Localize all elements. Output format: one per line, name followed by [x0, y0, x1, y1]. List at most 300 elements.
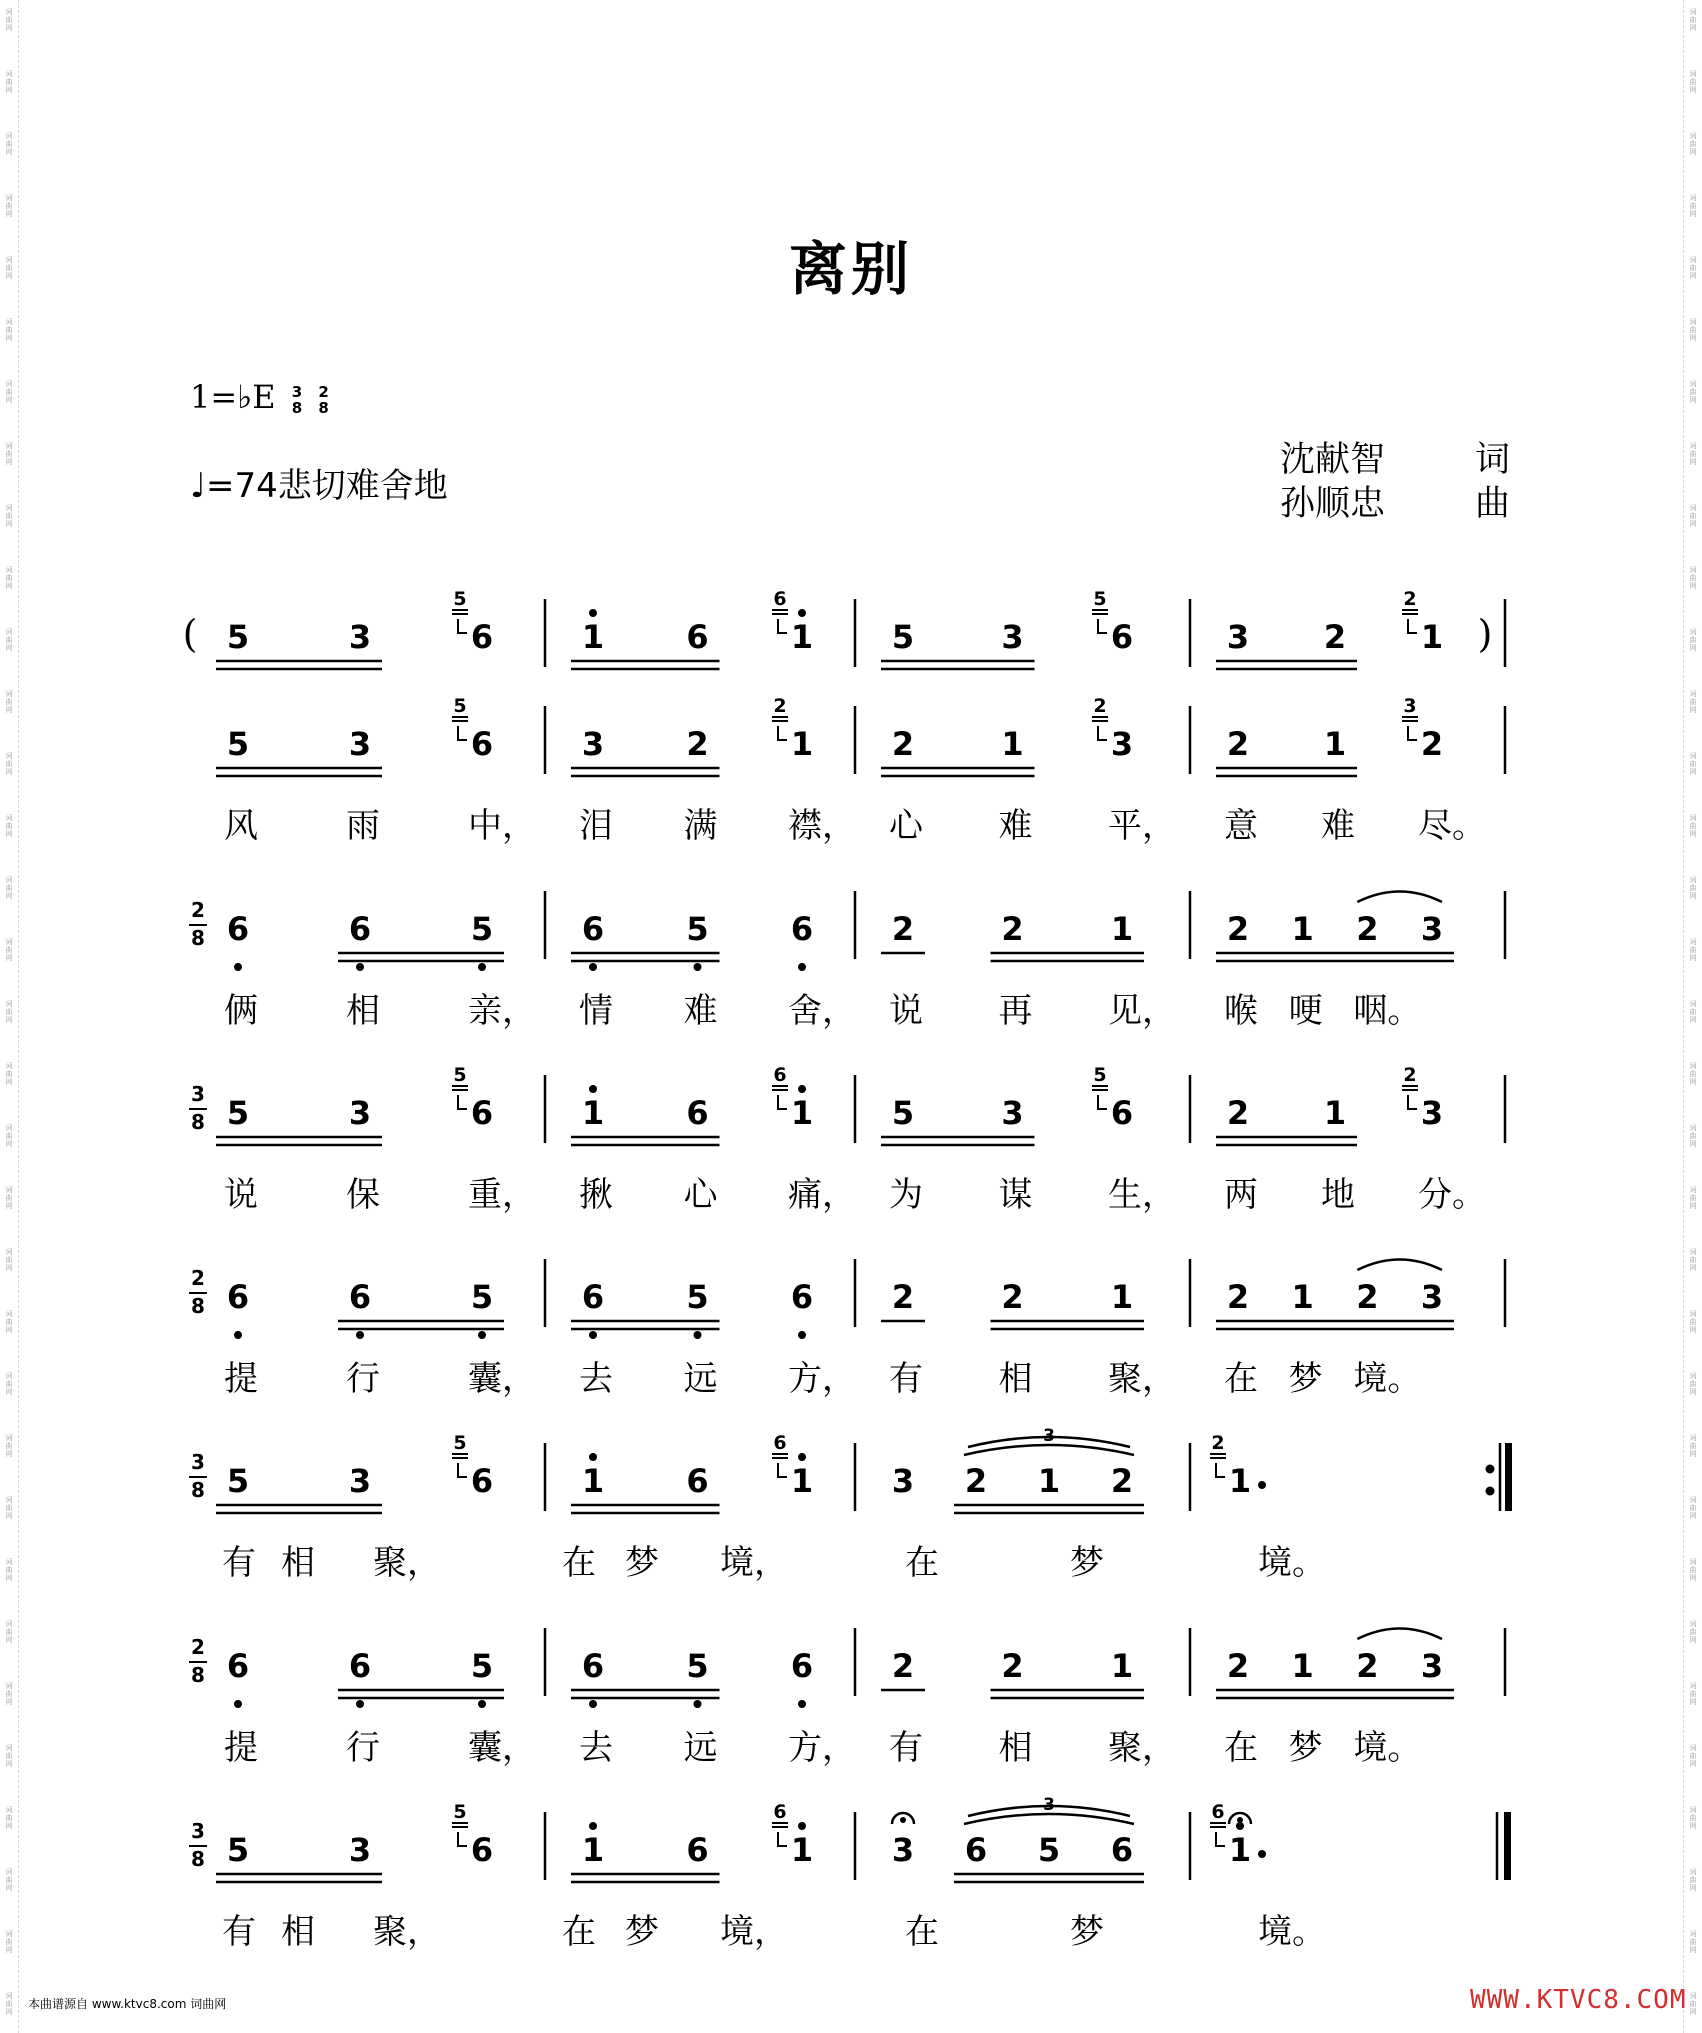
note-1: 1	[1037, 1462, 1061, 1500]
augmentation-dot	[1258, 1481, 1266, 1489]
fermata-dot	[1237, 1817, 1243, 1823]
lyric-char: 满	[683, 806, 718, 846]
note-6: 6	[964, 1831, 988, 1869]
grace-hook	[458, 1095, 467, 1109]
grace-note: 6	[773, 1801, 787, 1823]
lyric-char: 见，	[1108, 991, 1176, 1031]
grace-hook	[778, 1832, 787, 1846]
note-3: 3	[348, 1094, 372, 1132]
song-title: 离别	[788, 235, 913, 303]
lyric-char: 再	[998, 991, 1033, 1031]
meter-3-8: 3 8	[291, 382, 303, 417]
low-octave-dot	[589, 963, 597, 971]
high-octave-dot	[589, 1085, 597, 1093]
row-meter-top: 2	[191, 1266, 205, 1290]
side-watermark-text: 词 曲 网	[5, 1310, 13, 1334]
note-5: 5	[470, 1278, 494, 1316]
side-watermark-text: 词 曲 网	[5, 1868, 13, 1892]
footer-watermark: WWW.KTVC8.COM	[1470, 1985, 1687, 2015]
note-6: 6	[226, 910, 250, 948]
note-1: 1	[1291, 910, 1314, 948]
lyric-char: 相	[346, 991, 380, 1031]
low-octave-dot	[234, 1331, 242, 1339]
lyric-char: 舍，	[788, 991, 856, 1031]
row-meter-bottom: 8	[191, 1110, 205, 1134]
grace-hook	[1408, 1095, 1417, 1109]
note-5: 5	[470, 1647, 494, 1685]
side-watermark-text: 词 曲 网	[1689, 628, 1697, 652]
note-2: 2	[891, 910, 915, 948]
note-5: 5	[226, 1831, 250, 1869]
note-1: 1	[1228, 1831, 1252, 1869]
side-watermark-text: 词 曲 网	[1689, 938, 1697, 962]
lyric-char: 囊，	[468, 1359, 536, 1399]
meter-2-8: 2 8	[318, 382, 329, 417]
side-watermark-text: 词 曲 网	[5, 380, 13, 404]
lyric-char: 重，	[468, 1175, 536, 1215]
lyric-char: 地	[1321, 1175, 1355, 1215]
note-2: 2	[891, 1647, 915, 1685]
side-watermark-text: 词 曲 网	[1689, 1372, 1697, 1396]
lyric-char: 梦	[1288, 1359, 1323, 1399]
note-6: 6	[581, 910, 605, 948]
side-watermark-text: 词 曲 网	[1689, 1868, 1697, 1892]
lyric-char: 去	[579, 1728, 613, 1768]
side-watermark-text: 词 曲 网	[1689, 132, 1697, 156]
lyric-char: 梦	[625, 1543, 659, 1583]
grace-hook	[1098, 726, 1107, 740]
note-5: 5	[226, 1094, 250, 1132]
note-3: 3	[1420, 1094, 1444, 1132]
side-watermark-text: 词 曲 网	[1689, 318, 1697, 342]
lyricist-role: 词	[1474, 440, 1510, 480]
side-watermark-text: 词 曲 网	[5, 566, 13, 590]
lyric-char: 聚，	[373, 1543, 441, 1583]
grace-note: 6	[773, 1432, 787, 1454]
grace-hook	[458, 726, 467, 740]
note-1: 1	[1110, 1647, 1134, 1685]
note-5: 5	[226, 1462, 250, 1500]
grace-hook	[778, 1463, 787, 1477]
note-3: 3	[1420, 1278, 1444, 1316]
lyric-char: 咽。	[1353, 991, 1422, 1031]
note-6: 6	[790, 910, 814, 948]
note-1: 1	[1110, 1278, 1134, 1316]
slur	[1357, 1629, 1442, 1640]
note-1: 1	[1228, 1462, 1252, 1500]
note-3: 3	[1110, 725, 1134, 763]
triplet-label: 3	[1043, 1426, 1055, 1446]
side-watermark-text: 词 曲 网	[5, 70, 13, 94]
side-watermark-text: 词 曲 网	[1689, 256, 1697, 280]
tempo-marking: ♩=74悲切难舍地	[190, 466, 448, 506]
row-meter-bottom: 8	[191, 1294, 205, 1318]
note-6: 6	[581, 1278, 605, 1316]
note-6: 6	[581, 1647, 605, 1685]
note-6: 6	[790, 1647, 814, 1685]
lyric-char: 聚，	[373, 1912, 441, 1952]
note-6: 6	[1110, 1831, 1134, 1869]
side-watermark-text: 词 曲 网	[5, 194, 13, 218]
side-watermark-text: 词 曲 网	[1689, 1000, 1697, 1024]
note-1: 1	[1291, 1647, 1314, 1685]
high-octave-dot	[589, 1822, 597, 1830]
note-6: 6	[226, 1278, 250, 1316]
side-watermark-text: 词 曲 网	[5, 1186, 13, 1210]
low-octave-dot	[798, 963, 806, 971]
lyric-char: 梦	[1070, 1543, 1104, 1583]
side-watermark-text: 词 曲 网	[5, 1248, 13, 1272]
side-watermark-text: 词 曲 网	[1689, 380, 1697, 404]
side-watermark-text: 词 曲 网	[5, 1000, 13, 1024]
augmentation-dot	[1258, 1850, 1266, 1858]
note-3: 3	[1001, 618, 1024, 656]
note-1: 1	[790, 1094, 814, 1132]
note-5: 5	[470, 910, 494, 948]
side-watermark-text: 词 曲 网	[5, 318, 13, 342]
lyric-char: 揪	[579, 1175, 613, 1215]
lyric-char: 梦	[1070, 1912, 1104, 1952]
lyric-char: 分。	[1418, 1175, 1486, 1215]
grace-note: 5	[453, 1432, 467, 1454]
lyric-char: 行	[346, 1359, 380, 1399]
lyric-char: 提	[224, 1728, 258, 1768]
composer-role: 曲	[1474, 484, 1510, 524]
row-meter-top: 3	[191, 1819, 205, 1843]
lyric-char: 有	[222, 1543, 256, 1583]
low-octave-dot	[478, 1331, 486, 1339]
side-watermark-text: 词 曲 网	[1689, 814, 1697, 838]
side-watermark-text: 词 曲 网	[1689, 752, 1697, 776]
note-1: 1	[1323, 725, 1347, 763]
note-1: 1	[790, 618, 814, 656]
lyric-char: 为	[889, 1175, 923, 1215]
lyric-char: 有	[889, 1359, 923, 1399]
lyric-char: 说	[224, 1175, 258, 1215]
high-octave-dot	[798, 1822, 806, 1830]
note-3: 3	[348, 1831, 372, 1869]
side-watermark-text: 词 曲 网	[1689, 1062, 1697, 1086]
grace-hook	[778, 726, 787, 740]
note-6: 6	[686, 1831, 709, 1869]
note-6: 6	[1110, 618, 1134, 656]
lyric-char: 相	[998, 1359, 1033, 1399]
grace-note: 6	[773, 588, 787, 610]
side-watermark-text: 词 曲 网	[1689, 504, 1697, 528]
lyric-char: 风	[224, 806, 258, 846]
lyric-char: 谋	[998, 1175, 1033, 1215]
note-3: 3	[1420, 1647, 1444, 1685]
note-1: 1	[790, 725, 814, 763]
side-watermark-text: 词 曲 网	[1689, 1558, 1697, 1582]
lyric-char: 在	[562, 1543, 596, 1583]
lyric-char: 在	[562, 1912, 596, 1952]
grace-hook	[1408, 726, 1417, 740]
note-2: 2	[1356, 1278, 1379, 1316]
lyric-char: 聚，	[1108, 1359, 1176, 1399]
note-1: 1	[581, 1094, 605, 1132]
note-6: 6	[470, 1831, 494, 1869]
grace-note: 6	[773, 1064, 787, 1086]
low-octave-dot	[356, 963, 364, 971]
low-octave-dot	[798, 1700, 806, 1708]
note-6: 6	[686, 1094, 709, 1132]
note-2: 2	[964, 1462, 988, 1500]
grace-hook	[1216, 1463, 1225, 1477]
note-1: 1	[1323, 1094, 1347, 1132]
lyric-char: 在	[1224, 1728, 1258, 1768]
note-6: 6	[470, 725, 494, 763]
grace-hook	[458, 1463, 467, 1477]
side-watermark-text: 词 曲 网	[1689, 1186, 1697, 1210]
side-watermark-text: 词 曲 网	[5, 1806, 13, 1830]
grace-note: 5	[453, 1801, 467, 1823]
high-octave-dot	[589, 1453, 597, 1461]
lyric-char: 情	[579, 991, 613, 1031]
open-paren: (	[182, 612, 198, 656]
grace-note: 2	[1093, 695, 1107, 717]
side-watermark-text: 词 曲 网	[5, 1744, 13, 1768]
lyric-char: 心	[683, 1175, 718, 1215]
lyric-char: 在	[905, 1543, 939, 1583]
side-watermark-text: 词 曲 网	[5, 1620, 13, 1644]
note-5: 5	[226, 618, 250, 656]
row-meter-top: 3	[191, 1450, 205, 1474]
lyric-char: 泪	[579, 806, 613, 846]
note-1: 1	[581, 1831, 605, 1869]
note-5: 5	[891, 1094, 915, 1132]
side-watermark-text: 词 曲 网	[5, 442, 13, 466]
barline-thick	[1505, 1443, 1512, 1511]
lyric-char: 两	[1224, 1175, 1258, 1215]
side-watermark-text: 词 曲 网	[5, 628, 13, 652]
lyric-char: 方，	[788, 1728, 856, 1768]
side-watermark-text: 词 曲 网	[1689, 1434, 1697, 1458]
side-watermark-text: 词 曲 网	[5, 690, 13, 714]
note-6: 6	[790, 1278, 814, 1316]
low-octave-dot	[694, 1700, 702, 1708]
side-watermark-text: 词 曲 网	[1689, 1496, 1697, 1520]
side-watermark-text: 词 曲 网	[1689, 1992, 1697, 2016]
lyricist-name: 沈献智	[1280, 440, 1386, 480]
lyric-char: 难	[998, 806, 1033, 846]
side-watermark-text: 词 曲 网	[5, 1496, 13, 1520]
footer-source: 本曲谱源自 www.ktvc8.com 词曲网	[28, 1997, 227, 2011]
side-watermark-text: 词 曲 网	[1689, 1124, 1697, 1148]
lyric-char: 难	[1321, 806, 1355, 846]
grace-note: 2	[1403, 588, 1417, 610]
side-watermark-text: 词 曲 网	[1689, 1682, 1697, 1706]
lyric-char: 远	[683, 1359, 718, 1399]
row-meter-bottom: 8	[191, 926, 205, 950]
note-6: 6	[348, 1647, 372, 1685]
high-octave-dot	[1236, 1822, 1244, 1830]
note-5: 5	[891, 618, 915, 656]
note-1: 1	[790, 1462, 814, 1500]
note-2: 2	[1226, 1094, 1250, 1132]
grace-hook	[1098, 1095, 1107, 1109]
lyric-char: 有	[889, 1728, 923, 1768]
repeat-dot	[1486, 1487, 1495, 1496]
grace-hook	[1098, 619, 1107, 633]
lyric-char: 相	[281, 1912, 315, 1952]
lyric-char: 心	[889, 806, 923, 846]
row-meter-bottom: 8	[191, 1478, 205, 1502]
lyric-char: 保	[346, 1175, 380, 1215]
lyric-char: 说	[889, 991, 923, 1031]
lyric-char: 境。	[1258, 1912, 1326, 1952]
note-3: 3	[348, 725, 372, 763]
note-2: 2	[1226, 1278, 1250, 1316]
note-2: 2	[1001, 1647, 1024, 1685]
side-watermark-text: 词 曲 网	[5, 1062, 13, 1086]
note-2: 2	[1110, 1462, 1134, 1500]
grace-hook	[1408, 619, 1417, 633]
side-watermark-text: 词 曲 网	[1689, 876, 1697, 900]
slur	[1357, 892, 1442, 903]
lyric-char: 平，	[1108, 806, 1176, 846]
grace-note: 2	[773, 695, 787, 717]
low-octave-dot	[356, 1700, 364, 1708]
high-octave-dot	[798, 1085, 806, 1093]
side-watermark-text: 词 曲 网	[5, 1434, 13, 1458]
lyric-char: 有	[222, 1912, 256, 1952]
note-5: 5	[226, 725, 250, 763]
note-6: 6	[1110, 1094, 1134, 1132]
note-2: 2	[1323, 618, 1347, 656]
side-watermark-text: 词 曲 网	[5, 1682, 13, 1706]
side-watermark-text: 词 曲 网	[1689, 8, 1697, 32]
note-1: 1	[1420, 618, 1444, 656]
low-octave-dot	[798, 1331, 806, 1339]
note-3: 3	[891, 1462, 915, 1500]
lyric-char: 相	[281, 1543, 315, 1583]
lyric-char: 襟，	[788, 806, 856, 846]
note-2: 2	[1226, 910, 1250, 948]
lyric-char: 梦	[625, 1912, 659, 1952]
lyric-char: 聚，	[1108, 1728, 1176, 1768]
side-watermark-text: 词 曲 网	[5, 876, 13, 900]
low-octave-dot	[478, 963, 486, 971]
side-watermark-text: 词 曲 网	[1689, 70, 1697, 94]
close-paren: )	[1477, 612, 1493, 656]
lyric-char: 尽。	[1418, 806, 1486, 846]
note-1: 1	[1291, 1278, 1314, 1316]
note-2: 2	[1226, 1647, 1250, 1685]
side-watermark-text: 词 曲 网	[5, 132, 13, 156]
triplet-label: 3	[1043, 1795, 1055, 1815]
row-meter-top: 3	[191, 1082, 205, 1106]
side-watermark-text: 词 曲 网	[5, 1992, 13, 2016]
low-octave-dot	[356, 1331, 364, 1339]
high-octave-dot	[589, 609, 597, 617]
lyric-char: 中，	[468, 806, 536, 846]
note-5: 5	[686, 910, 709, 948]
note-2: 2	[1226, 725, 1250, 763]
note-6: 6	[348, 910, 372, 948]
lyric-char: 意	[1224, 806, 1258, 846]
lyric-char: 方，	[788, 1359, 856, 1399]
grace-note: 5	[1093, 1064, 1107, 1086]
note-6: 6	[470, 618, 494, 656]
note-1: 1	[1110, 910, 1134, 948]
low-octave-dot	[234, 1700, 242, 1708]
lyric-char: 难	[683, 991, 718, 1031]
high-octave-dot	[798, 609, 806, 617]
lyric-char: 痛，	[788, 1175, 856, 1215]
note-2: 2	[1356, 910, 1379, 948]
note-3: 3	[891, 1831, 915, 1869]
row-meter-bottom: 8	[191, 1847, 205, 1871]
low-octave-dot	[589, 1331, 597, 1339]
note-2: 2	[891, 1278, 915, 1316]
barline-thick	[1504, 1812, 1511, 1880]
note-1: 1	[1001, 725, 1024, 763]
low-octave-dot	[694, 963, 702, 971]
low-octave-dot	[234, 963, 242, 971]
fermata-dot	[900, 1817, 906, 1823]
lyric-char: 境，	[720, 1543, 788, 1583]
lyric-char: 提	[224, 1359, 258, 1399]
note-6: 6	[686, 618, 709, 656]
side-watermark-text: 词 曲 网	[1689, 442, 1697, 466]
grace-note: 2	[1403, 1064, 1417, 1086]
low-octave-dot	[589, 1700, 597, 1708]
side-watermark-text: 词 曲 网	[1689, 1310, 1697, 1334]
note-2: 2	[1001, 1278, 1024, 1316]
lyric-char: 去	[579, 1359, 613, 1399]
low-octave-dot	[478, 1700, 486, 1708]
side-watermark-text: 词 曲 网	[5, 1124, 13, 1148]
low-octave-dot	[694, 1331, 702, 1339]
note-6: 6	[226, 1647, 250, 1685]
lyric-char: 境。	[1258, 1543, 1326, 1583]
side-watermark-text: 词 曲 网	[5, 1930, 13, 1954]
note-3: 3	[348, 618, 372, 656]
note-6: 6	[686, 1462, 709, 1500]
grace-hook	[458, 1832, 467, 1846]
lyric-char: 喉	[1224, 991, 1258, 1031]
side-watermark-text: 词 曲 网	[5, 8, 13, 32]
grace-note: 5	[1093, 588, 1107, 610]
high-octave-dot	[798, 1453, 806, 1461]
row-meter-top: 2	[191, 898, 205, 922]
grace-hook	[778, 619, 787, 633]
side-watermark-text: 词 曲 网	[1689, 1248, 1697, 1272]
side-watermark-text: 词 曲 网	[5, 256, 13, 280]
grace-note: 5	[453, 695, 467, 717]
note-2: 2	[891, 725, 915, 763]
lyric-char: 梦	[1288, 1728, 1323, 1768]
slur	[1357, 1260, 1442, 1271]
side-watermark-text: 词 曲 网	[5, 1558, 13, 1582]
note-1: 1	[790, 1831, 814, 1869]
side-watermark-text: 词 曲 网	[1689, 194, 1697, 218]
grace-hook	[778, 1095, 787, 1109]
note-6: 6	[348, 1278, 372, 1316]
lyric-char: 哽	[1288, 991, 1323, 1031]
side-watermark-text: 词 曲 网	[1689, 1930, 1697, 1954]
grace-note: 5	[453, 588, 467, 610]
note-2: 2	[1420, 725, 1444, 763]
note-3: 3	[1420, 910, 1444, 948]
grace-hook	[458, 619, 467, 633]
lyric-char: 相	[998, 1728, 1033, 1768]
grace-note: 3	[1403, 695, 1417, 717]
grace-note: 2	[1211, 1432, 1225, 1454]
side-watermark-text: 词 曲 网	[5, 752, 13, 776]
side-watermark-text: 词 曲 网	[1689, 1620, 1697, 1644]
